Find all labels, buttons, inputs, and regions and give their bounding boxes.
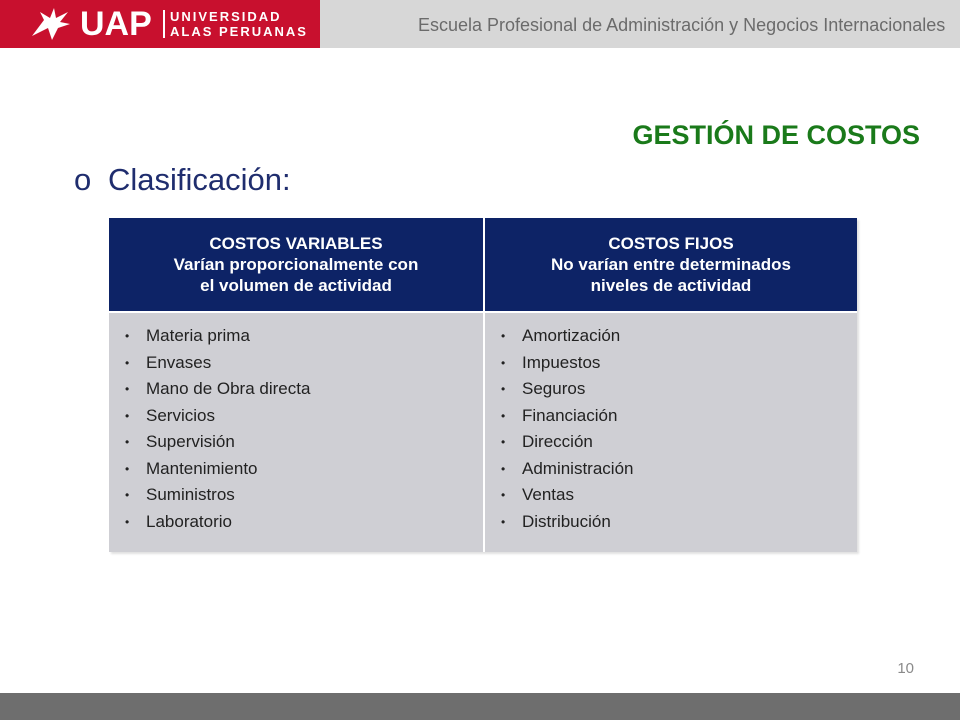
list-item: • Seguros	[495, 376, 634, 403]
header-fixed-desc-1: No varían entre determinados	[551, 255, 791, 274]
cost-classification-table	[109, 218, 857, 552]
header-variable-desc-1: Varían proporcionalmente con	[173, 255, 419, 274]
list-item: • Suministros	[119, 482, 310, 509]
header-variable-desc-2: el volumen de actividad	[200, 276, 392, 295]
list-item: • Distribución	[495, 509, 634, 536]
slide-title: GESTIÓN DE COSTOS	[632, 120, 920, 150]
header-variable-title: COSTOS VARIABLES	[209, 234, 383, 253]
subtitle-text: Clasificación:	[108, 162, 291, 197]
header-fixed-title: COSTOS FIJOS	[608, 234, 734, 253]
eagle-logo-icon	[30, 6, 72, 42]
slide-subtitle	[74, 160, 291, 200]
list-item: • Mano de Obra directa	[119, 376, 310, 403]
list-item: • Amortización	[495, 323, 634, 350]
school-name: Escuela Profesional de Administración y Negocios Internacionales	[418, 15, 946, 35]
list-item: • Dirección	[495, 429, 634, 456]
list-item: • Laboratorio	[119, 509, 310, 536]
list-item: • Impuestos	[495, 350, 634, 377]
footer-bar	[0, 693, 960, 720]
fixed-costs-list	[495, 323, 634, 535]
list-item: • Materia prima	[119, 323, 310, 350]
list-item: • Supervisión	[119, 429, 310, 456]
list-item: • Envases	[119, 350, 310, 377]
variable-costs-cell	[109, 313, 483, 552]
logo-alas-peruanas-text: ALAS PERUANAS	[170, 24, 308, 39]
list-item: • Mantenimiento	[119, 456, 310, 483]
university-logo	[0, 0, 320, 48]
list-item: • Ventas	[495, 482, 634, 509]
header-fixed-costs	[485, 218, 857, 311]
fixed-costs-cell	[485, 313, 857, 552]
header-bar	[0, 0, 960, 48]
list-item: • Servicios	[119, 403, 310, 430]
header-fixed-desc-2: niveles de actividad	[590, 276, 752, 295]
subtitle-bullet: o	[74, 162, 92, 197]
logo-uap-text: UAP	[80, 5, 152, 43]
list-item: • Financiación	[495, 403, 634, 430]
logo-university-text: UNIVERSIDAD	[170, 9, 282, 24]
variable-costs-list	[119, 323, 310, 535]
list-item: • Administración	[495, 456, 634, 483]
header-variable-costs	[109, 218, 483, 311]
page-number: 10	[897, 660, 914, 677]
logo-divider	[163, 10, 165, 38]
